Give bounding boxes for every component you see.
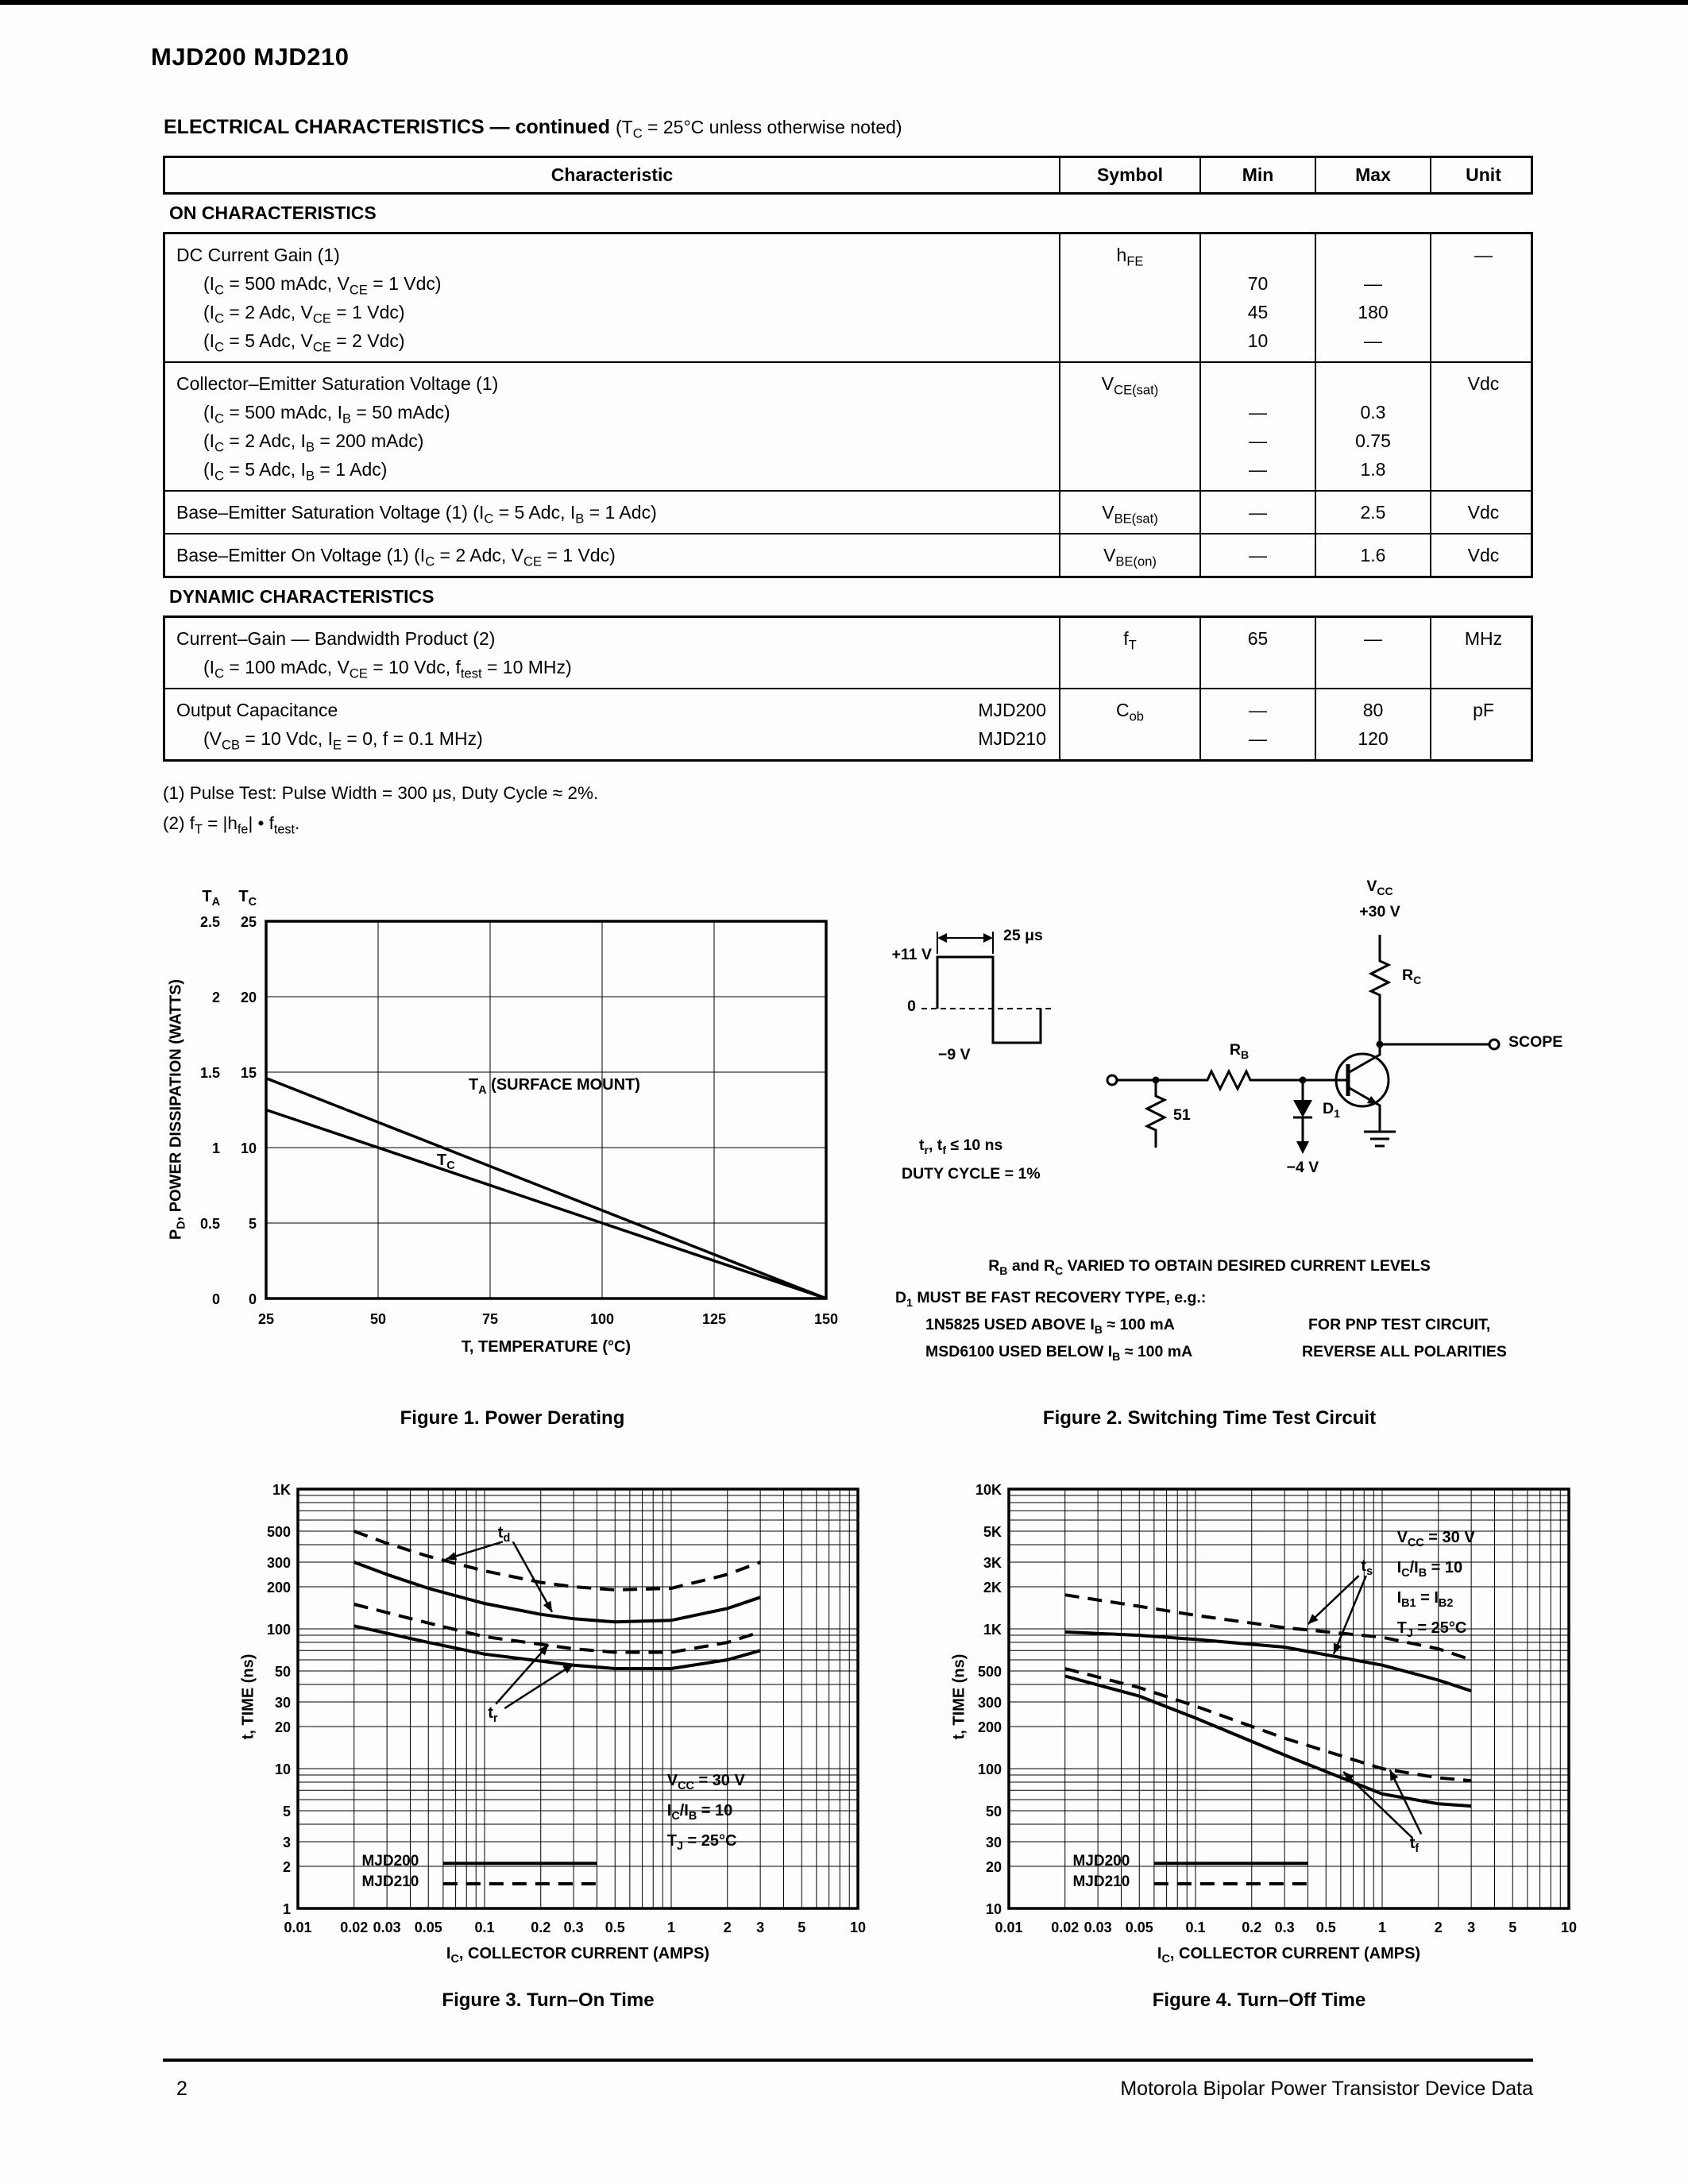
x-axis-label: T, TEMPERATURE (°C)	[461, 1338, 632, 1356]
svg-text:10K: 10K	[975, 1482, 1002, 1498]
svg-text:30: 30	[274, 1695, 291, 1711]
diode-d1	[1293, 1100, 1312, 1117]
table-value: —	[1249, 502, 1267, 523]
svg-text:2.5: 2.5	[199, 914, 220, 930]
footnote-1: (1) Pulse Test: Pulse Width = 300 μs, Duty Cycle ≈ 2%.	[163, 783, 599, 803]
x-axis-label: $I_C$, COLLECTOR CURRENT (AMPS)	[1157, 1945, 1421, 1966]
svg-text:0.03: 0.03	[373, 1920, 401, 1935]
column-header-unit: Unit	[1430, 158, 1535, 192]
svg-text:5: 5	[248, 1216, 257, 1232]
resistor-rc	[1371, 935, 1389, 1044]
table-section-title: DYNAMIC CHARACTERISTICS	[169, 586, 435, 607]
legend-MJD210: MJD210	[361, 1873, 419, 1890]
table-value: 1.6	[1360, 545, 1386, 565]
table-value: 0.75	[1355, 430, 1391, 451]
svg-text:0.2: 0.2	[1242, 1920, 1262, 1935]
characteristic-line: ($I_C = 2$ Adc, $V_{CE} = 1$ Vdc)	[203, 302, 405, 326]
svg-text:500: 500	[266, 1523, 291, 1540]
svg-text:0.3: 0.3	[563, 1920, 584, 1935]
svg-text:100: 100	[589, 1311, 615, 1327]
table-value	[1201, 369, 1315, 398]
characteristic-line: ($V_{CB} = 10$ Vdc, $I_E = 0$, f = 0.1 MHz) MJD210	[165, 724, 1059, 753]
table-value: 10	[1247, 330, 1269, 351]
table-value: Vdc	[1467, 545, 1500, 565]
svg-text:3: 3	[282, 1835, 291, 1851]
neg4v-arrow	[1296, 1141, 1309, 1154]
svg-text:10: 10	[274, 1761, 291, 1777]
svg-text:0.02: 0.02	[1051, 1920, 1080, 1935]
circuit-label-d1: $D_1$	[1323, 1100, 1340, 1120]
figure4-caption: Figure 4. Turn–Off Time	[1152, 1989, 1366, 2011]
table-value: pF	[1473, 700, 1494, 720]
table-value: —	[1249, 402, 1267, 423]
svg-text:2K: 2K	[983, 1580, 1002, 1596]
svg-text:10: 10	[240, 1140, 257, 1156]
circuit-label-duty: DUTY CYCLE = 1%	[902, 1165, 1041, 1183]
table-value: 0.3	[1360, 402, 1386, 423]
svg-text:10: 10	[985, 1901, 1002, 1917]
circuit-label-rc: $R_C$	[1402, 967, 1422, 986]
circuit-label-p0: 0	[907, 997, 916, 1015]
svg-text:5: 5	[798, 1920, 806, 1935]
x-axis-label: $I_C$, COLLECTOR CURRENT (AMPS)	[446, 1945, 710, 1966]
svg-text:1K: 1K	[983, 1622, 1002, 1638]
table-section-title: ON CHARACTERISTICS	[169, 203, 377, 223]
svg-text:1: 1	[666, 1920, 676, 1935]
curve-td-mjd210	[354, 1531, 760, 1590]
heading-note: ($T_C = 25^\circ C$ unless otherwise noted)	[616, 117, 902, 141]
tc-scale-header: $T_C$	[238, 888, 257, 909]
circuit-label-vcc: $V_{CC}$	[1366, 878, 1393, 897]
svg-text:3: 3	[1467, 1920, 1476, 1935]
characteristic-line: Output Capacitance MJD200	[165, 696, 1059, 724]
table-value	[1316, 241, 1430, 269]
svg-text:5: 5	[1508, 1920, 1517, 1935]
table-value: —	[1474, 245, 1493, 265]
circuit-label-vcc_v: +30 V	[1359, 903, 1400, 920]
resistor-51	[1147, 1080, 1165, 1148]
characteristic-line: Base–Emitter Saturation Voltage (1) ($I_C = 5$ Adc, $I_B = 1$ Adc)	[176, 502, 657, 527]
svg-text:0.5: 0.5	[1315, 1920, 1336, 1935]
svg-text:2: 2	[1434, 1920, 1443, 1935]
resistor-rb	[1156, 1071, 1303, 1089]
characteristic-line: ($I_C = 500$ mAdc, $V_{CE} = 1$ Vdc)	[203, 273, 442, 298]
svg-text:3K: 3K	[983, 1555, 1002, 1572]
svg-text:125: 125	[701, 1311, 727, 1327]
table-value: $V_{BE(sat)}$	[1102, 502, 1158, 527]
circuit-label-note2c: MSD6100 USED BELOW $I_B \approx 100$ mA	[925, 1343, 1193, 1363]
table-value: 45	[1247, 302, 1269, 322]
svg-text:1: 1	[282, 1901, 291, 1917]
device-variant-label: MJD210	[978, 728, 1046, 749]
svg-text:300: 300	[977, 1695, 1002, 1711]
svg-text:100: 100	[977, 1761, 1002, 1777]
svg-text:20: 20	[985, 1859, 1002, 1876]
figure3-caption: Figure 3. Turn–On Time	[442, 1989, 655, 2011]
table-row	[165, 490, 1531, 533]
table-header-row	[163, 156, 1533, 195]
svg-text:1: 1	[211, 1140, 220, 1156]
curve-td-mjd200	[354, 1562, 760, 1622]
svg-text:50: 50	[369, 1311, 387, 1327]
table-row	[165, 688, 1531, 759]
table-row	[165, 618, 1531, 688]
ta-curve-label: $T_A$ (SURFACE MOUNT)	[469, 1076, 640, 1097]
characteristic-line: ($I_C = 5$ Adc, $I_B = 1$ Adc)	[203, 459, 388, 484]
svg-text:25: 25	[240, 914, 257, 930]
top-rule	[0, 0, 1688, 5]
table-value: $C_{ob}$	[1115, 700, 1145, 724]
svg-text:20: 20	[240, 990, 257, 1005]
legend-MJD200: MJD200	[1072, 1853, 1130, 1870]
tick-labels	[975, 1482, 1577, 1935]
svg-text:200: 200	[266, 1580, 291, 1596]
svg-text:0.5: 0.5	[199, 1216, 220, 1232]
tc-curve-label: $T_C$	[437, 1152, 455, 1172]
svg-text:75: 75	[481, 1311, 499, 1327]
curve-ta-surface-mount	[266, 1078, 826, 1298]
y-axis-label: t, TIME (ns)	[239, 1653, 257, 1740]
table-value: —	[1249, 430, 1267, 451]
curve-label: $t_r$	[488, 1704, 498, 1726]
svg-text:50: 50	[274, 1663, 291, 1680]
footer-doc-name: Motorola Bipolar Power Transistor Device Data	[1120, 2078, 1533, 2100]
table-value: —	[1249, 459, 1267, 480]
table-body	[163, 615, 1533, 762]
figure1-caption: Figure 1. Power Derating	[400, 1407, 625, 1429]
characteristic-line: ($I_C = 5$ Adc, $V_{CE} = 2$ Vdc)	[203, 330, 405, 355]
table-value: 70	[1247, 273, 1269, 294]
svg-text:0.3: 0.3	[1274, 1920, 1295, 1935]
table-value: 80	[1362, 700, 1384, 720]
figure2-caption: Figure 2. Switching Time Test Circuit	[1042, 1407, 1377, 1429]
column-header-min: Min	[1199, 158, 1315, 192]
table-value: 1.8	[1360, 459, 1386, 480]
circuit-label-note3b: REVERSE ALL POLARITIES	[1302, 1343, 1507, 1360]
table-value: 65	[1247, 628, 1269, 649]
table-value: —	[1364, 273, 1382, 294]
characteristic-line: DC Current Gain (1)	[176, 245, 340, 265]
svg-text:150: 150	[813, 1311, 839, 1327]
svg-text:0.03: 0.03	[1083, 1920, 1112, 1935]
table-value: $h_{FE}$	[1116, 245, 1144, 269]
curve-tc	[266, 1110, 826, 1299]
legend-MJD210: MJD210	[1072, 1873, 1130, 1890]
table-value: 120	[1358, 728, 1389, 749]
characteristic-line: ($I_C = 500$ mAdc, $I_B = 50$ mAdc)	[203, 402, 450, 426]
table-value: 180	[1358, 302, 1389, 322]
svg-text:20: 20	[274, 1719, 291, 1736]
svg-text:0.01: 0.01	[995, 1920, 1023, 1935]
ground-symbol	[1364, 1132, 1396, 1146]
svg-text:0.02: 0.02	[340, 1920, 369, 1935]
svg-text:5K: 5K	[983, 1523, 1002, 1540]
svg-text:0: 0	[248, 1291, 257, 1307]
fig1-svg	[163, 862, 862, 1410]
y-axis-label: t, TIME (ns)	[950, 1653, 968, 1740]
svg-text:0.05: 0.05	[414, 1920, 442, 1935]
table-value: 2.5	[1360, 502, 1386, 523]
svg-text:500: 500	[977, 1663, 1002, 1680]
table-value: —	[1364, 628, 1382, 649]
svg-text:100: 100	[266, 1622, 291, 1638]
figure1-power-derating-chart	[163, 862, 862, 1410]
page-title: MJD200 MJD210	[151, 43, 350, 71]
fig4-svg	[937, 1477, 1581, 1989]
circuit-label-trtf: $t_r$, $t_f \le 10$ ns	[919, 1136, 1003, 1156]
column-header-max: Max	[1315, 158, 1430, 192]
characteristic-line: ($I_C = 100$ mAdc, $V_{CE} = 10$ Vdc, $f_{test} = 10$ MHz)	[203, 657, 572, 681]
electrical-characteristics-table	[163, 156, 1533, 762]
table-row	[165, 234, 1531, 361]
curve-label: $t_f$	[1409, 1835, 1420, 1856]
circuit-label-note2b: 1N5825 USED ABOVE $I_B \approx 100$ mA	[925, 1316, 1175, 1336]
y-axis-label: $P_D$, POWER DISSIPATION (WATTS)	[167, 978, 187, 1240]
table-value	[1316, 369, 1430, 398]
table-value: —	[1249, 545, 1267, 565]
table-value: MHz	[1464, 628, 1503, 649]
table-value	[1201, 241, 1315, 269]
grid	[1009, 1489, 1569, 1908]
table-value: $V_{CE(sat)}$	[1101, 373, 1159, 398]
svg-text:10: 10	[1560, 1920, 1578, 1935]
figure4-turn-off-time-chart	[937, 1477, 1581, 1989]
svg-text:10: 10	[849, 1920, 867, 1935]
table-value: $f_T$	[1123, 628, 1137, 653]
circuit-label-scope: SCOPE	[1508, 1033, 1563, 1051]
circuit-label-note1: $R_B$ and $R_C$ VARIED TO OBTAIN DESIRED CURRENT LEVELS	[988, 1257, 1431, 1277]
table-value: —	[1364, 330, 1382, 351]
footnotes	[163, 778, 598, 845]
circuit-label-rb: $R_B$	[1229, 1041, 1250, 1061]
footnote-2: (2) $f_T = |h_{fe}|$ • $f_{test}$.	[163, 813, 300, 837]
table-row	[165, 533, 1531, 576]
ta-scale-header: $T_A$	[202, 888, 220, 909]
svg-text:3: 3	[756, 1920, 765, 1935]
electrical-characteristics-heading	[164, 116, 902, 142]
svg-text:0.1: 0.1	[474, 1920, 495, 1935]
characteristic-line: Base–Emitter On Voltage (1) ($I_C = 2$ Adc, $V_{CE} = 1$ Vdc)	[176, 545, 616, 569]
curve-tf-mjd200	[1065, 1676, 1471, 1806]
scope-terminal	[1489, 1040, 1499, 1049]
table-value: —	[1249, 728, 1267, 749]
curve-tf-mjd210	[1065, 1669, 1471, 1781]
circuit-label-note2a: $D_1$ MUST BE FAST RECOVERY TYPE, e.g.:	[895, 1289, 1207, 1309]
figure3-turn-on-time-chart	[226, 1477, 870, 1989]
legend-MJD200: MJD200	[361, 1853, 419, 1870]
svg-text:2: 2	[282, 1859, 291, 1876]
svg-text:5: 5	[282, 1803, 291, 1819]
svg-text:15: 15	[240, 1065, 257, 1081]
svg-text:0: 0	[211, 1291, 220, 1307]
column-header-characteristic: Characteristic	[550, 164, 674, 185]
svg-text:30: 30	[985, 1835, 1002, 1851]
svg-text:200: 200	[977, 1719, 1002, 1736]
table-value: Vdc	[1467, 502, 1500, 523]
svg-text:2: 2	[723, 1920, 732, 1935]
svg-text:2: 2	[211, 990, 220, 1005]
svg-text:0.2: 0.2	[531, 1920, 551, 1935]
svg-text:0.01: 0.01	[284, 1920, 312, 1935]
circuit-label-n9: −9 V	[938, 1046, 971, 1063]
svg-text:1: 1	[1377, 1920, 1387, 1935]
curve-label: $t_s$	[1361, 1557, 1373, 1579]
circuit-label-note3a: FOR PNP TEST CIRCUIT,	[1308, 1316, 1491, 1333]
circuit-label-p11: +11 V	[891, 946, 932, 963]
device-variant-label: MJD200	[978, 700, 1046, 720]
chart-annotation: $V_{CC} = 30$ V $I_C/I_B = 10$ $T_J = 25^\circ C$	[666, 1772, 745, 1853]
tick-labels	[267, 1482, 866, 1935]
svg-text:1K: 1K	[272, 1482, 291, 1498]
svg-text:0.5: 0.5	[605, 1920, 625, 1935]
circuit-label-r51: 51	[1173, 1106, 1191, 1124]
svg-text:0.1: 0.1	[1185, 1920, 1206, 1935]
table-value: —	[1249, 700, 1267, 720]
svg-text:25: 25	[257, 1311, 275, 1327]
circuit-label-neg4: −4 V	[1286, 1159, 1319, 1176]
table-value: Vdc	[1467, 373, 1500, 394]
curve-tr-mjd210	[354, 1604, 760, 1653]
characteristic-line: Current–Gain — Bandwidth Product (2)	[176, 628, 496, 649]
characteristic-line: ($I_C = 2$ Adc, $I_B = 200$ mAdc)	[203, 430, 424, 455]
fig3-svg	[226, 1477, 870, 1989]
column-header-symbol: Symbol	[1059, 158, 1199, 192]
input-terminal	[1107, 1075, 1117, 1085]
characteristic-line: Collector–Emitter Saturation Voltage (1)	[176, 373, 499, 394]
circuit-label-pw: 25 μs	[1003, 927, 1043, 944]
footer-rule	[163, 2059, 1533, 2062]
svg-text:50: 50	[985, 1803, 1002, 1819]
table-value: $V_{BE(on)}$	[1103, 545, 1157, 569]
figure2-switching-time-test-circuit	[862, 862, 1563, 1386]
chart-annotation: $V_{CC} = 30$ V $I_C/I_B = 10$ $I_{B1} = I_{B2}$ $T_J = 25^\circ C$	[1396, 1528, 1475, 1640]
pulse-waveform	[937, 957, 1041, 1043]
svg-text:1.5: 1.5	[199, 1065, 220, 1081]
heading-bold: ELECTRICAL CHARACTERISTICS — continued	[164, 116, 611, 138]
curve-label: $t_d$	[497, 1523, 511, 1545]
svg-text:300: 300	[266, 1555, 291, 1572]
svg-text:0.05: 0.05	[1125, 1920, 1153, 1935]
grid	[298, 1489, 858, 1908]
footer-page-number: 2	[176, 2078, 187, 2100]
table-row	[165, 361, 1531, 490]
table-body	[163, 232, 1533, 578]
